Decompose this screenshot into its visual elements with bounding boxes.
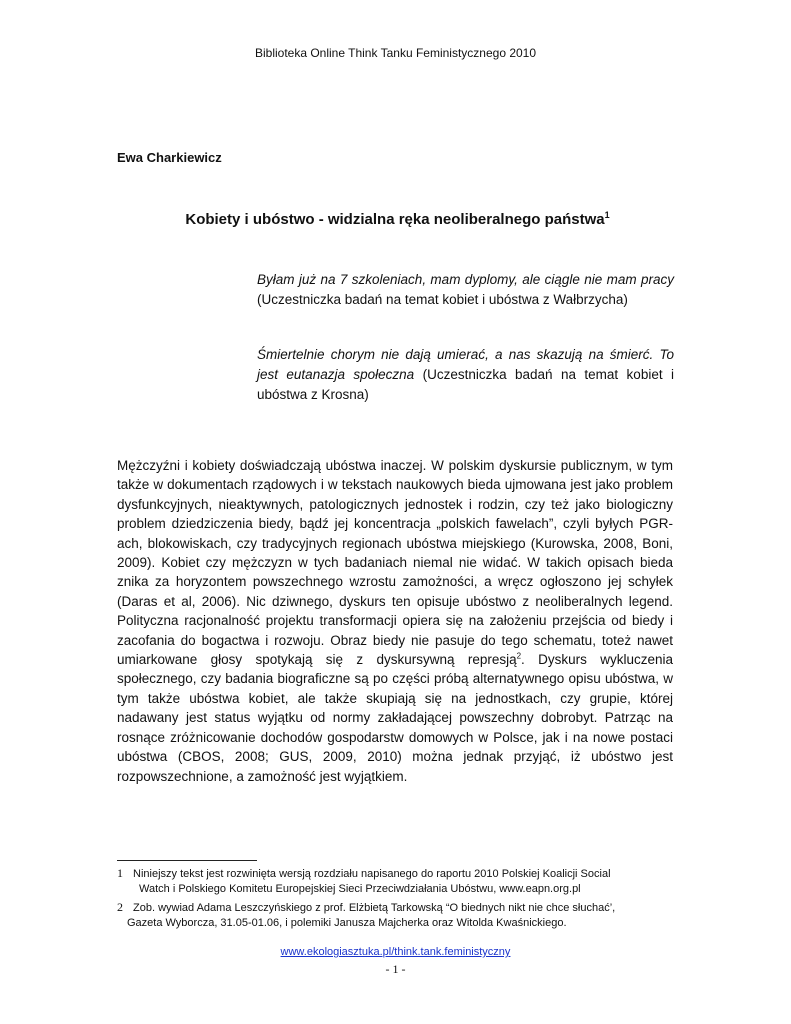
document-title — [0, 211, 791, 228]
footnote-2 — [117, 900, 673, 931]
quote-1-text: Byłam już na 7 szkoleniach, mam dyplomy, ale ciągle nie mam pracy — [257, 272, 674, 287]
body-text-part-1: Mężczyźni i kobiety doświadczają ubóstwa inaczej. W polskim dyskursie publicznym, w tym także w dokumentach rządowych i w tekstach naukowych bieda ujmowana jest jako problem dysfunkcyjnych, nieaktywnych, patologicznych jednostek i rodzin, czy też jako biologiczny problem dziedziczenia biedy, bądź jej koncentracja „polskich fawelach”, czyli byłych PGR-ach, blokowiskach, czy tradycyjnych regionach ubóstwa miejskiego (Kurowska, 2008, Boni, 2009). Kobiet czy mężczyzn w tych badaniach niemal nie widać. W takich opisach bieda znika za horyzontem powszechnego wzrostu zamożności, a wręcz ogłoszono jej schyłek (Daras et al, 2006). Nic dziwnego, dyskurs ten opisuje ubóstwo z neoliberalnych legend. Polityczna racjonalność projektu transformacji opiera się na założeniu przejścia od biedy i zacofania do bogactwa i rozwoju. Obraz biedy nie pasuje do tego schematu, toteż nawet umiarkowane głosy spotykają się z dyskursywną represją — [117, 458, 673, 668]
footnote-divider — [117, 860, 257, 861]
footnote-2-line-2: Gazeta Wyborcza, 31.05-01.06, i polemiki Janusza Majcherka oraz Witolda Kwaśnickiego. — [127, 917, 567, 929]
footnote-1-number: 1 — [117, 866, 123, 880]
quote-2-source: (Uczestniczka badań na temat kobiet i ubóstwa z Krosna) — [257, 367, 674, 402]
footnote-1-line-1: Niniejszy tekst jest rozwinięta wersją rozdziału napisanego do raportu 2010 Polskiej Koalicji Social — [133, 868, 611, 880]
footnote-1 — [117, 866, 673, 897]
quote-2-text: Śmiertelnie chorym nie dają umierać, a nas skazują na śmierć. To jest eutanazja społeczna — [257, 347, 674, 382]
body-paragraph — [117, 456, 673, 786]
epigraph-quote-1 — [257, 270, 674, 310]
page-header: Biblioteka Online Think Tanku Feministycznego 2010 — [254, 46, 537, 60]
title-footnote-mark[interactable]: 1 — [604, 210, 610, 220]
body-text-part-2: . Dyskurs wykluczenia społecznego, czy badania biograficzne są po części próbą alternatywnego opisu ubóstwa, w tym także ubóstwa kobiet, ale także skupiają się na jednostkach, czy grupie, której nadawany jest status wyjątku od normy zakładającej powszechny dobrobyt. Patrząc na rosnące zróżnicowanie dochodów gospodarstw domowych w Polsce, jak i na nowe postaci ubóstwa (CBOS, 2008; GUS, 2009, 2010) można jednak przyjąć, iż ubóstwo jest rozpowszechnione, a zamożność jest wyjątkiem. — [117, 652, 673, 784]
quote-1-source: (Uczestniczka badań na temat kobiet i ubóstwa z Wałbrzycha) — [257, 292, 628, 307]
body-footnote-mark[interactable]: 2 — [516, 651, 522, 661]
author-name: Ewa Charkiewicz — [117, 150, 222, 165]
footer-link[interactable]: www.ekologiasztuka.pl/think.tank.feministyczny — [280, 946, 511, 958]
title-text: Kobiety i ubóstwo - widzialna ręka neoliberalnego państwa — [185, 211, 605, 228]
footnote-2-number: 2 — [117, 900, 123, 914]
footnote-1-line-2: Watch i Polskiego Komitetu Europejskiej Sieci Przeciwdziałania Ubóstwu, www.eapn.org.pl — [139, 883, 581, 895]
footnote-2-line-1: Zob. wywiad Adama Leszczyńskiego z prof. Elżbietą Tarkowską “O biednych nikt nie chce słuchać’, — [133, 902, 616, 914]
page-number: - 1 - — [385, 962, 406, 976]
epigraph-quote-2 — [257, 345, 674, 405]
